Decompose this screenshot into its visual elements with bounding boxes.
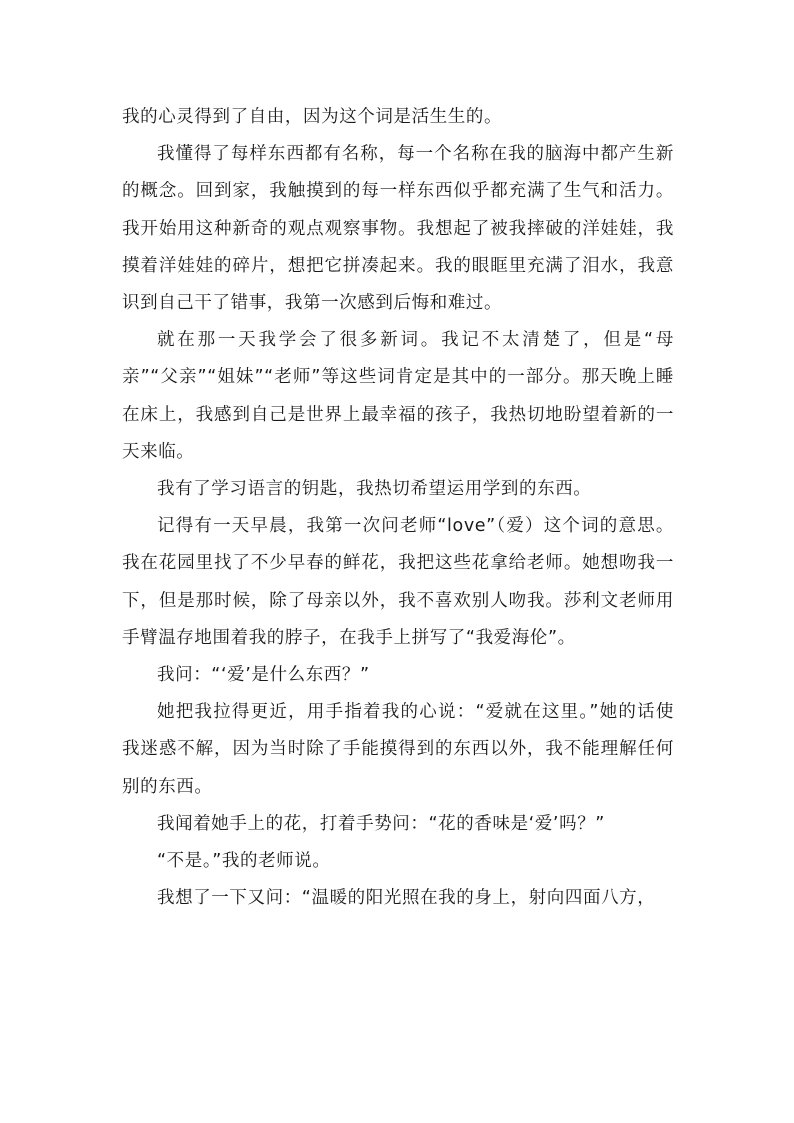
paragraph-4: 我有了学习语言的钥匙，我热切希望运用学到的东西。	[157, 479, 592, 500]
paragraph-1: 我的心灵得到了自由，因为这个词是活生生的。	[122, 107, 503, 127]
paragraph-10: 我想了一下又问：“温暖的阳光照在我的身上，射向四面八方，	[157, 888, 656, 909]
paragraph-8: 我闻着她手上的花，打着手势问：“花的香味是‘爱’吗？”	[157, 813, 605, 834]
paragraph-7: 她把我拉得更近，用手指着我的心说：“爱就在这里。”她的话使我迷惑不解，因为当时除了手能摸得到的东西以外，我不能理解任何别的东西。	[122, 702, 674, 797]
body-text	[122, 99, 674, 917]
paragraph-9: “不是。”我的老师说。	[157, 851, 331, 872]
paragraph-5: 记得有一天早晨，我第一次问老师“love”（爱）这个词的意思。我在花园里找了不少早春的鲜花，我把这些花拿给老师。她想吻我一下，但是那时候，除了母亲以外，我不喜欢别人吻我。莎利文老师用手臂温存地围着我的脖子，在我手上拼写了“我爱海伦”。	[122, 516, 674, 648]
paragraph-3: 就在那一天我学会了很多新词。我记不太清楚了，但是“母亲”“父亲”“姐妹”“老师”等这些词肯定是其中的一部分。那天晚上睡在床上，我感到自己是世界上最幸福的孩子，我热切地盼望着新的一天来临。	[122, 330, 674, 462]
paragraph-6: 我问：“‘爱’是什么东西？”	[157, 665, 370, 686]
paragraph-2: 我懂得了每样东西都有名称，每一个名称在我的脑海中都产生新的概念。回到家，我触摸到的每一样东西似乎都充满了生气和活力。我开始用这种新奇的观点观察事物。我想起了被我摔破的洋娃娃，我摸着洋娃娃的碎片，想把它拼凑起来。我的眼眶里充满了泪水，我意识到自己干了错事，我第一次感到后悔和难过。	[122, 144, 674, 314]
